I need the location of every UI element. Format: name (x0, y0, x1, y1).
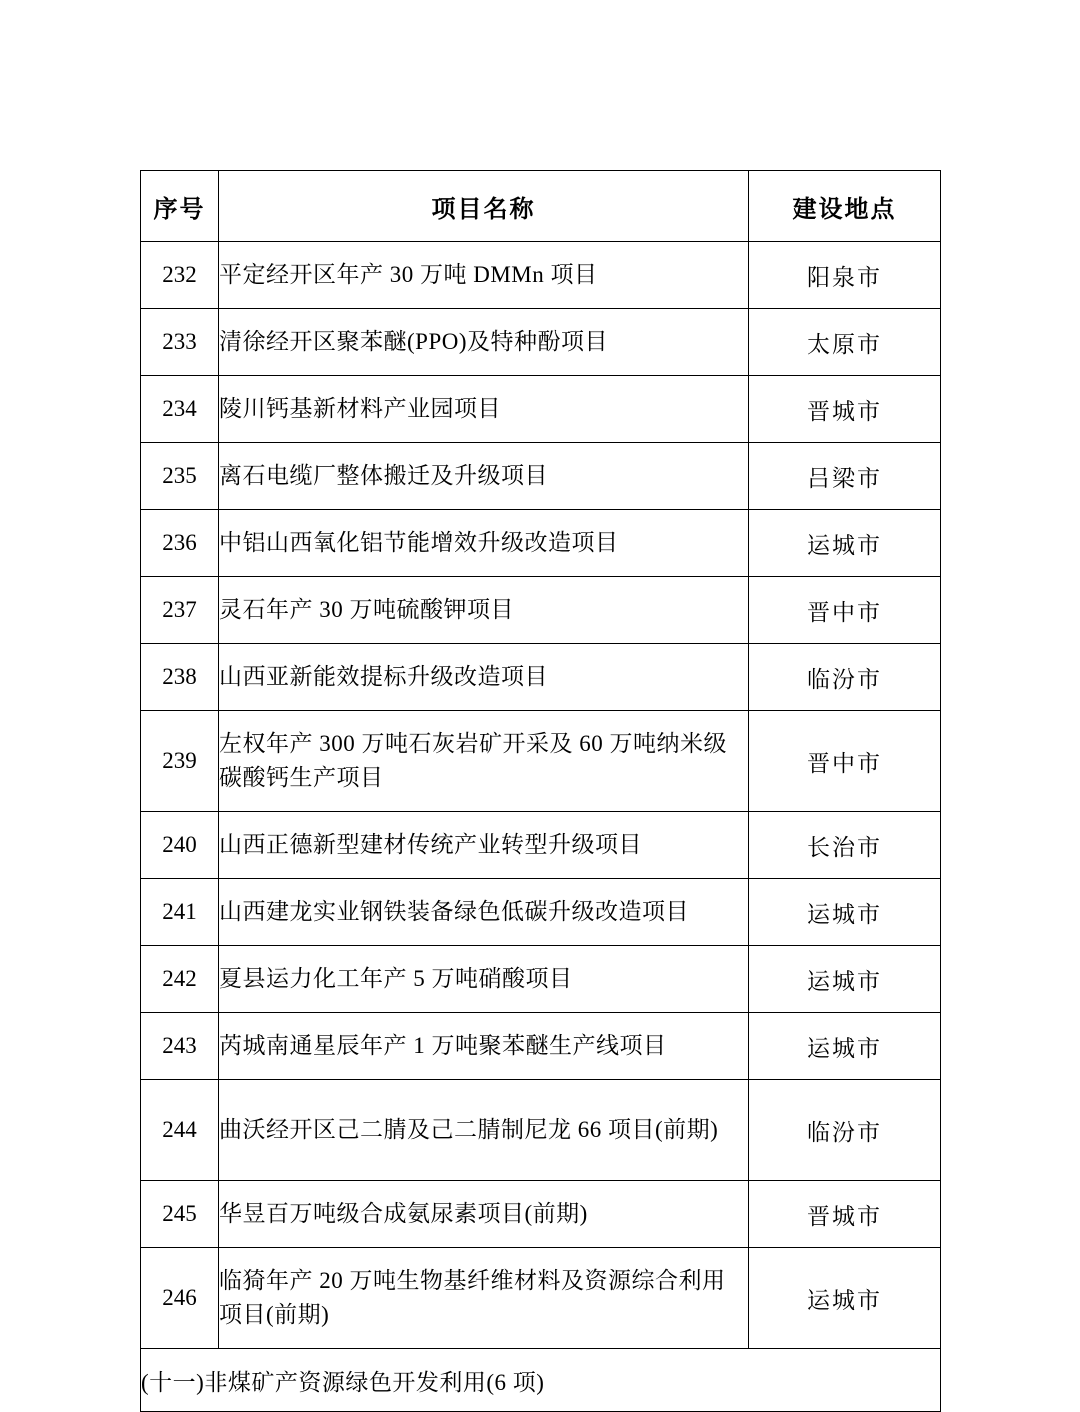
cell-seq: 242 (141, 946, 219, 1013)
table-row (141, 510, 941, 577)
table-row (141, 879, 941, 946)
cell-seq: 237 (141, 577, 219, 644)
cell-location: 运城市 (749, 510, 941, 577)
column-header-location: 建设地点 (749, 171, 941, 242)
table-row (141, 711, 941, 812)
table-header-row (141, 171, 941, 242)
cell-project-name: 中铝山西氧化铝节能增效升级改造项目 (219, 510, 749, 577)
section-heading: (十一)非煤矿产资源绿色开发利用(6 项) (141, 1349, 941, 1412)
table-section-row (141, 1349, 941, 1412)
cell-project-name: 灵石年产 30 万吨硫酸钾项目 (219, 577, 749, 644)
cell-project-name: 离石电缆厂整体搬迁及升级项目 (219, 443, 749, 510)
cell-location: 太原市 (749, 309, 941, 376)
cell-seq: 234 (141, 376, 219, 443)
column-header-seq: 序号 (141, 171, 219, 242)
cell-location: 晋中市 (749, 711, 941, 812)
table-header (141, 171, 941, 242)
cell-project-name: 曲沃经开区己二腈及己二腈制尼龙 66 项目(前期) (219, 1080, 749, 1181)
project-list-table (140, 170, 941, 1412)
table-row (141, 1013, 941, 1080)
cell-seq: 233 (141, 309, 219, 376)
table-row (141, 644, 941, 711)
cell-seq: 243 (141, 1013, 219, 1080)
table-row (141, 309, 941, 376)
cell-location: 运城市 (749, 1013, 941, 1080)
table-row (141, 577, 941, 644)
cell-seq: 238 (141, 644, 219, 711)
table-row (141, 1181, 941, 1248)
cell-seq: 239 (141, 711, 219, 812)
cell-seq: 244 (141, 1080, 219, 1181)
table-row (141, 443, 941, 510)
column-header-name: 项目名称 (219, 171, 749, 242)
table-row (141, 1248, 941, 1349)
cell-project-name: 左权年产 300 万吨石灰岩矿开采及 60 万吨纳米级碳酸钙生产项目 (219, 711, 749, 812)
cell-location: 晋城市 (749, 1181, 941, 1248)
cell-project-name: 清徐经开区聚苯醚(PPO)及特种酚项目 (219, 309, 749, 376)
table-row (141, 812, 941, 879)
cell-seq: 241 (141, 879, 219, 946)
cell-location: 临汾市 (749, 1080, 941, 1181)
cell-seq: 235 (141, 443, 219, 510)
cell-seq: 232 (141, 242, 219, 309)
cell-project-name: 平定经开区年产 30 万吨 DMMn 项目 (219, 242, 749, 309)
cell-seq: 240 (141, 812, 219, 879)
cell-seq: 236 (141, 510, 219, 577)
cell-location: 晋中市 (749, 577, 941, 644)
cell-project-name: 山西建龙实业钢铁装备绿色低碳升级改造项目 (219, 879, 749, 946)
table-row (141, 1080, 941, 1181)
cell-location: 运城市 (749, 879, 941, 946)
cell-seq: 245 (141, 1181, 219, 1248)
cell-project-name: 夏县运力化工年产 5 万吨硝酸项目 (219, 946, 749, 1013)
table-row (141, 376, 941, 443)
cell-location: 运城市 (749, 1248, 941, 1349)
cell-project-name: 华昱百万吨级合成氨尿素项目(前期) (219, 1181, 749, 1248)
cell-location: 晋城市 (749, 376, 941, 443)
cell-location: 运城市 (749, 946, 941, 1013)
cell-project-name: 临猗年产 20 万吨生物基纤维材料及资源综合利用项目(前期) (219, 1248, 749, 1349)
table-row (141, 946, 941, 1013)
cell-location: 吕梁市 (749, 443, 941, 510)
cell-project-name: 山西亚新能效提标升级改造项目 (219, 644, 749, 711)
cell-project-name: 陵川钙基新材料产业园项目 (219, 376, 749, 443)
cell-seq: 246 (141, 1248, 219, 1349)
table-row (141, 242, 941, 309)
cell-location: 长治市 (749, 812, 941, 879)
cell-location: 阳泉市 (749, 242, 941, 309)
cell-project-name: 芮城南通星辰年产 1 万吨聚苯醚生产线项目 (219, 1013, 749, 1080)
table-body (141, 242, 941, 1412)
cell-project-name: 山西正德新型建材传统产业转型升级项目 (219, 812, 749, 879)
cell-location: 临汾市 (749, 644, 941, 711)
